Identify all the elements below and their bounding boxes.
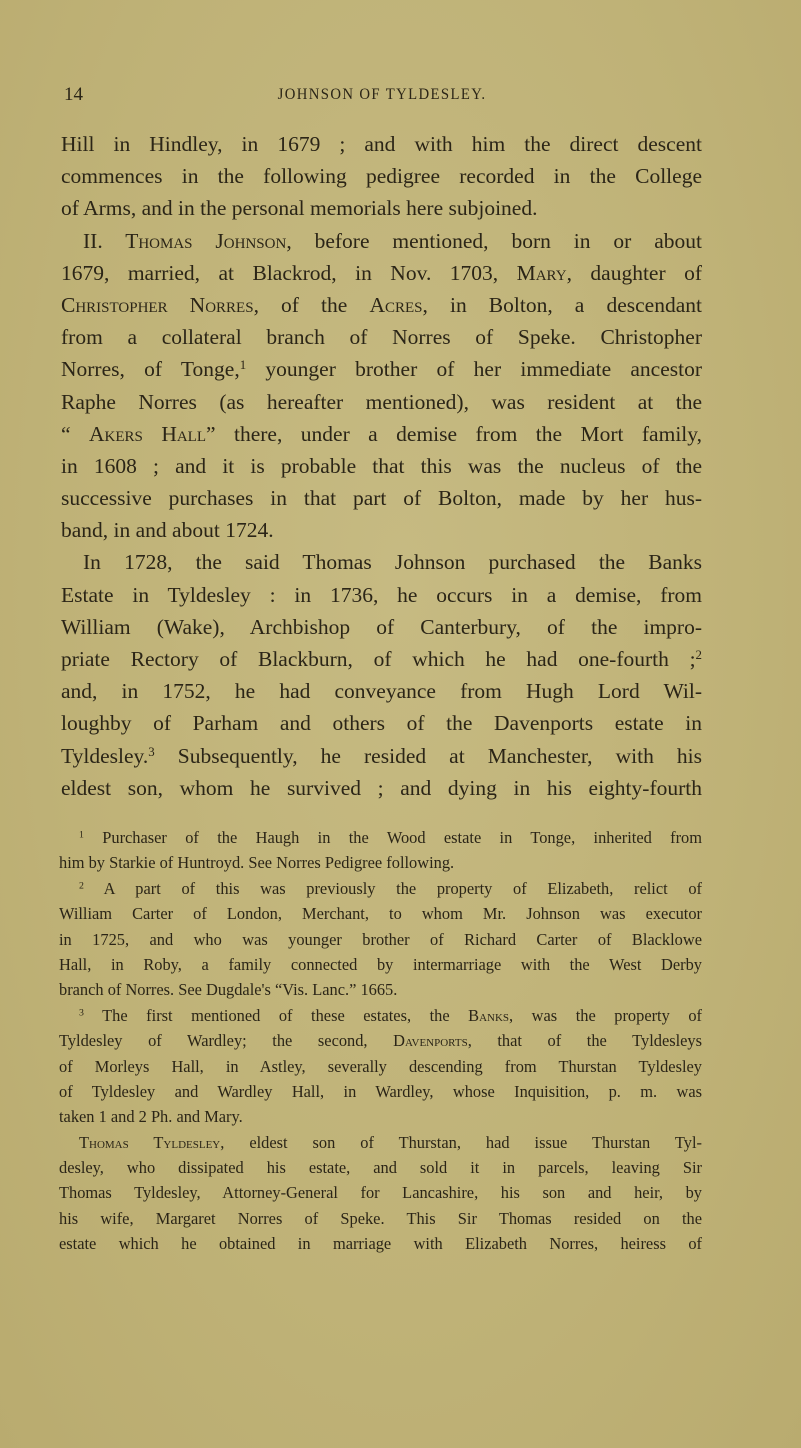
- text-segment: Thomas Tyldesley, Attorney-General for Lancashire, his son and heir, by: [59, 1183, 702, 1203]
- footnote-line: [59, 825, 702, 850]
- text-segment: Estate in Tyldesley : in 1736, he occurs in a demise, from: [61, 582, 702, 607]
- text-segment: , in Bolton, a descendant: [422, 292, 702, 317]
- body-line: [61, 225, 702, 257]
- small-caps-text: Davenports: [393, 1031, 468, 1051]
- text-segment: in 1608 ; and it is probable that this was the nucleus of the: [61, 453, 702, 478]
- body-line: [61, 386, 702, 418]
- small-caps-text: II.: [83, 228, 126, 253]
- small-caps-text: Banks: [468, 1005, 510, 1025]
- small-caps-text: Thomas Tyldesley: [79, 1132, 221, 1152]
- footnote-line: [59, 952, 702, 977]
- text-segment: commences in the following pedigree recorded in the College: [61, 164, 702, 189]
- small-caps-text: Christopher Norres: [61, 292, 254, 317]
- text-segment: band, in and about 1724.: [61, 518, 274, 543]
- footnote-line: [59, 850, 702, 875]
- body-line: [61, 675, 702, 707]
- running-title: JOHNSON OF TYLDESLEY.: [277, 86, 487, 103]
- footnote-line: [59, 1054, 702, 1079]
- text-segment: of Morleys Hall, in Astley, severally descending from Thurstan Tyldesley: [59, 1056, 702, 1076]
- text-segment: , was the property of: [509, 1005, 702, 1025]
- text-segment: of Tyldesley and Wardley Hall, in Wardley, whose Inquisition, p. m. was: [59, 1081, 702, 1101]
- text-segment: branch of Norres. See Dugdale's “Vis. Lanc.” 1665.: [59, 980, 398, 1000]
- footnote-line: [59, 1104, 702, 1129]
- text-segment: taken 1 and 2 Ph. and Mary.: [59, 1107, 243, 1127]
- body-line: [61, 192, 702, 224]
- small-caps-text: Mary: [516, 260, 567, 285]
- footnote-line: [59, 1079, 702, 1104]
- text-segment: Tyldesley of Wardley; the second,: [59, 1031, 394, 1051]
- body-line: [61, 611, 702, 643]
- body-line: [61, 160, 702, 192]
- body-line: [61, 321, 702, 353]
- body-line: [61, 579, 702, 611]
- main-text: [61, 128, 702, 804]
- footnote-marker: 2: [79, 880, 84, 892]
- footnote-line: [59, 1206, 702, 1231]
- text-segment: 1679, married, at Blackrod, in Nov. 1703,: [61, 260, 517, 285]
- footnote-line: [59, 1180, 702, 1205]
- footnote-line: [59, 927, 702, 952]
- text-segment: him by Starkie of Huntroyd. See Norres Pedigree following.: [59, 853, 455, 873]
- text-segment: Hill in Hindley, in 1679 ; and with him the direct descent: [61, 132, 702, 156]
- body-line: [61, 289, 702, 321]
- text-segment: desley, who dissipated his estate, and sold it in parcels, leaving Sir: [59, 1158, 702, 1178]
- text-segment: eldest son, whom he survived ; and dying in his eighty-fourth: [61, 775, 702, 800]
- footnote-marker: 1: [239, 358, 247, 373]
- small-caps-text: Akers Hall: [89, 421, 206, 446]
- footnote-line: [59, 876, 702, 901]
- text-segment: In 1728, the said Thomas Johnson purchased the Banks: [83, 550, 702, 575]
- text-segment: , before mentioned, born in or about: [286, 228, 702, 253]
- small-caps-text: Thomas Johnson: [125, 228, 287, 253]
- text-segment: , of the: [253, 292, 370, 317]
- small-caps-text: Acres: [369, 292, 423, 317]
- text-segment: ” there, under a demise from the Mort family,: [206, 421, 702, 446]
- body-line: [61, 353, 702, 385]
- body-line: [61, 128, 702, 160]
- text-segment: Hall, in Roby, a family connected by intermarriage with the West Derby: [59, 954, 702, 974]
- text-segment: , daughter of: [566, 260, 702, 285]
- footnote-line: [59, 1003, 702, 1028]
- footnote-line: [59, 1028, 702, 1053]
- footnote-line: [59, 1231, 702, 1256]
- footnote-line: [59, 1155, 702, 1180]
- text-segment: , eldest son of Thurstan, had issue Thurstan Tyl-: [220, 1132, 702, 1152]
- page-header: [62, 84, 702, 110]
- body-line: [61, 257, 702, 289]
- text-segment: William Carter of London, Merchant, to whom Mr. Johnson was executor: [59, 904, 702, 924]
- footnote-marker: 1: [79, 829, 84, 841]
- text-segment: Purchaser of the Haugh in the Wood estate in Tonge, inherited from: [83, 828, 702, 847]
- footnote-line: [59, 901, 702, 926]
- body-line: [61, 514, 702, 546]
- body-line: [61, 482, 702, 514]
- page-number: 14: [64, 84, 83, 105]
- text-segment: Raphe Norres (as hereafter mentioned), was resident at the: [61, 389, 702, 414]
- body-line: [61, 707, 702, 739]
- body-line: [61, 772, 702, 804]
- text-segment: and, in 1752, he had conveyance from Hugh Lord Wil-: [61, 679, 702, 704]
- text-segment: younger brother of her immediate ancestor: [246, 357, 702, 382]
- body-line: [61, 418, 702, 450]
- text-segment: priate Rectory of Blackburn, of which he had one-fourth ;: [61, 647, 696, 671]
- text-segment: , that of the Tyldesleys: [467, 1031, 702, 1051]
- footnote-marker: 3: [79, 1007, 84, 1019]
- footnotes: [59, 825, 702, 1257]
- body-line: [61, 643, 702, 675]
- body-line: [61, 546, 702, 578]
- text-segment: his wife, Margaret Norres of Speke. This Sir Thomas resided on the: [59, 1208, 702, 1228]
- footnote-marker: 3: [148, 744, 155, 759]
- text-segment: “: [61, 421, 89, 446]
- text-segment: from a collateral branch of Norres of Speke. Christopher: [61, 325, 702, 350]
- footnote-line: [59, 1130, 702, 1155]
- text-segment: The first mentioned of these estates, the: [83, 1005, 469, 1025]
- text-segment: Norres, of Tonge,: [61, 357, 240, 382]
- body-line: [61, 450, 702, 482]
- text-segment: loughby of Parham and others of the Davenports estate in: [61, 711, 702, 736]
- text-segment: William (Wake), Archbishop of Canterbury, of the impro-: [61, 614, 702, 639]
- body-line: [61, 740, 702, 772]
- text-segment: successive purchases in that part of Bolton, made by her hus-: [61, 486, 702, 511]
- footnote-marker: 2: [695, 647, 702, 662]
- footnote-line: [59, 977, 702, 1002]
- text-segment: Subsequently, he resided at Manchester, with his: [154, 743, 702, 768]
- text-segment: of Arms, and in the personal memorials here subjoined.: [61, 196, 538, 221]
- text-segment: estate which he obtained in marriage with Elizabeth Norres, heiress of: [59, 1234, 702, 1254]
- text-segment: A part of this was previously the property of Elizabeth, relict of: [83, 878, 702, 898]
- text-segment: Tyldesley.: [61, 743, 149, 768]
- text-segment: in 1725, and who was younger brother of Richard Carter of Blacklowe: [59, 929, 702, 949]
